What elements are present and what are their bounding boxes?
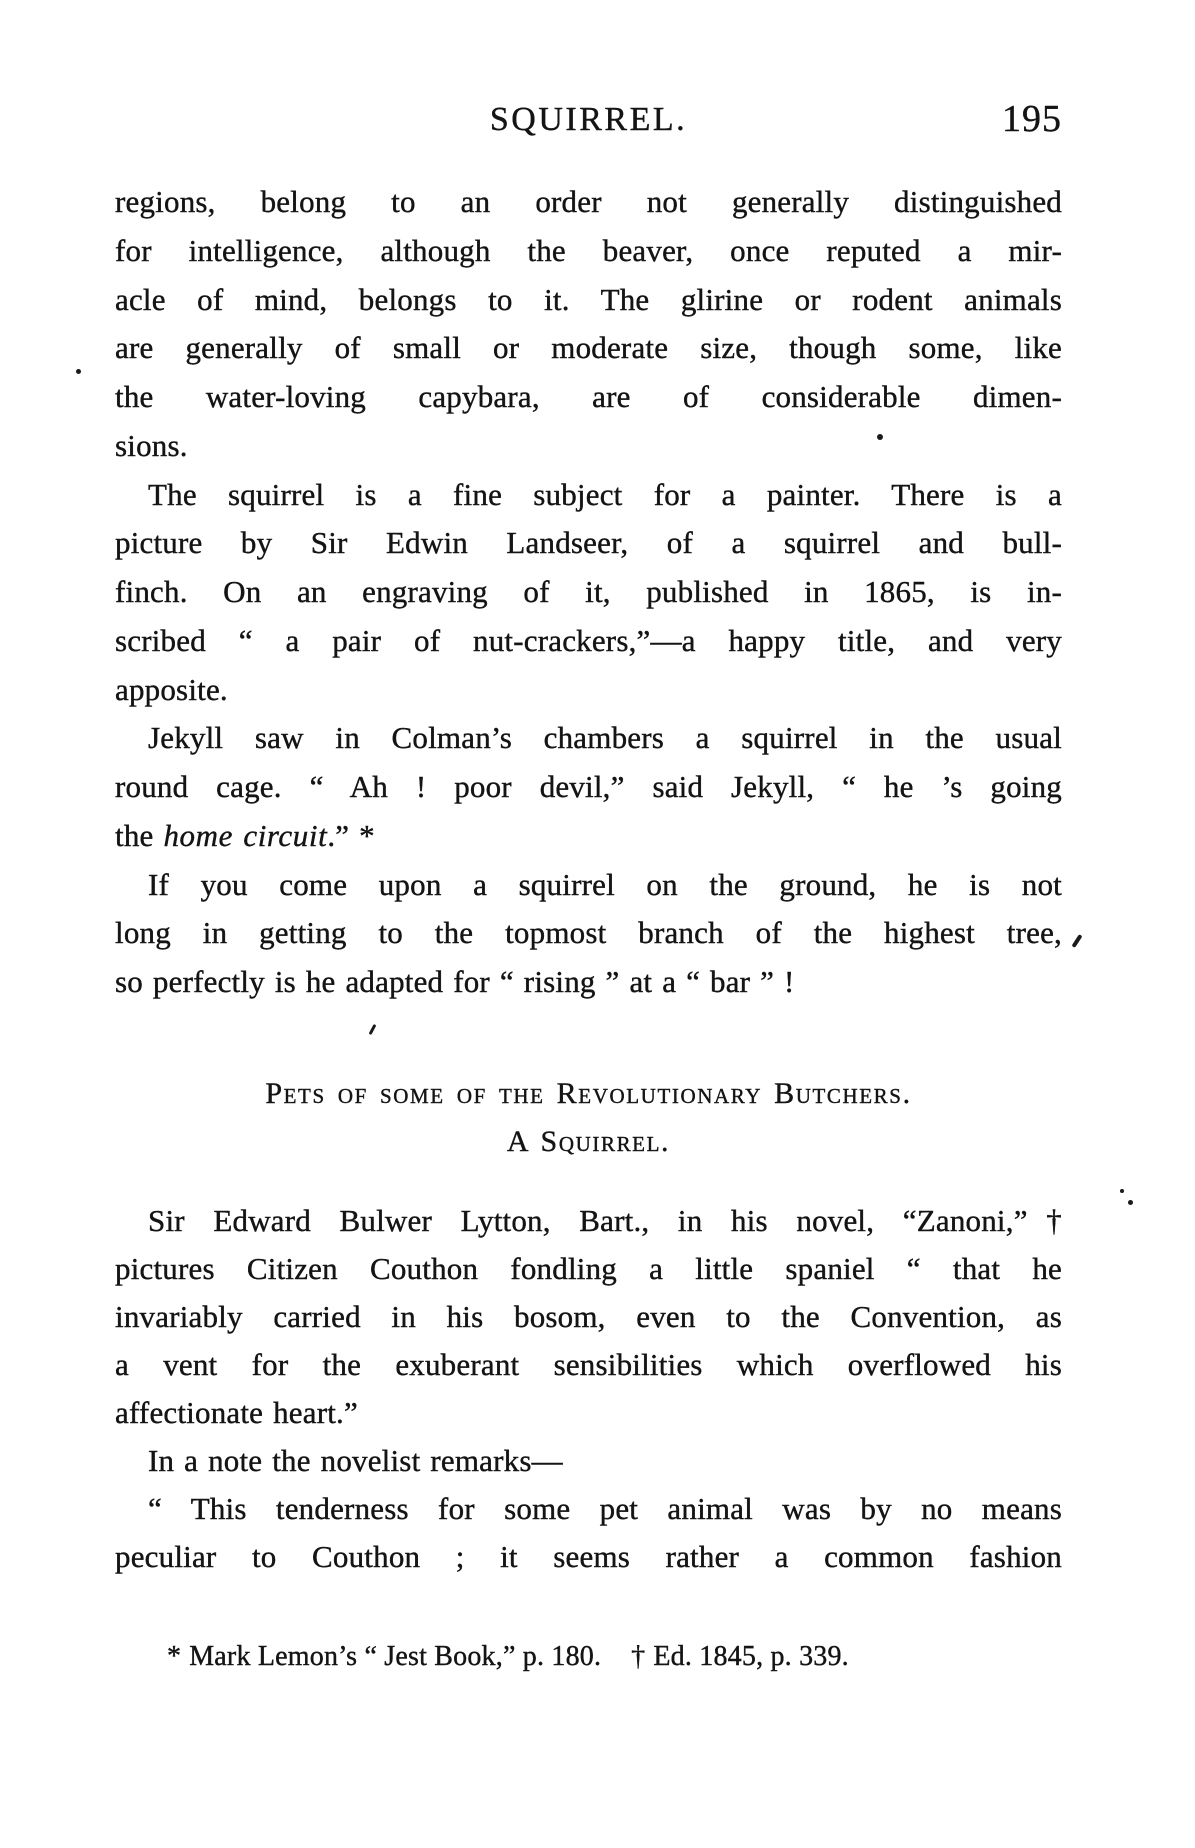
text-line: are generally of small or moderate size, though some, like (115, 330, 1062, 366)
text-line: “ This tenderness for some pet animal was by no means (148, 1491, 1062, 1526)
text-segment: the (115, 817, 164, 853)
text-line: Sir Edward Bulwer Lytton, Bart., in his novel, “Zanoni,”† (148, 1203, 1062, 1238)
text-line: apposite. (115, 671, 228, 707)
text-line (115, 812, 1062, 861)
text-line: acle of mind, belongs to it. The glirine or rodent animals (115, 281, 1062, 317)
scan-artifact-speck (1128, 1200, 1133, 1205)
section-subheading: A Squirrel. (506, 1125, 671, 1158)
italic-phrase: home circuit (163, 817, 328, 853)
text-line: If you come upon a squirrel on the ground, he is not (148, 866, 1062, 902)
section-heading: Pets of some of the Revolutionary Butchers. (265, 1077, 912, 1110)
text-line: sions. (115, 427, 188, 463)
text-line: Jekyll saw in Colman’s chambers a squirrel in the usual (148, 720, 1062, 756)
footnote-text: Mark Lemon’s “ Jest Book,” p. 180. (189, 1641, 602, 1672)
body-text-block-2 (115, 1197, 1062, 1581)
text-line: The squirrel is a fine subject for a painter. There is a (148, 476, 1062, 512)
text-line: a vent for the exuberant sensibilities which overflowed his (115, 1347, 1062, 1382)
text-line: long in getting to the topmost branch of the highest tree, (115, 915, 1062, 951)
scan-artifact-speck (76, 369, 81, 374)
text-line: so perfectly is he adapted for “ rising ” at a “ bar ” ! (115, 964, 795, 999)
footnote (115, 1639, 1062, 1675)
scan-artifact-speck (877, 434, 883, 440)
text-line: scribed “ a pair of nut-crackers,”—a happy title, and very (115, 622, 1062, 658)
footnote-marker-dagger: † (631, 1641, 646, 1672)
text-line: the water-loving capybara, are of considerable dimen- (115, 379, 1062, 414)
section-heading-block (115, 1070, 1062, 1166)
text-line: round cage. “ Ah ! poor devil,” said Jekyll, “ he ’s going (115, 769, 1062, 804)
footnote-marker-asterisk: * (167, 1641, 182, 1672)
text-line: invariably carried in his bosom, even to the Convention, as (115, 1299, 1062, 1334)
scan-artifact-mark (369, 1024, 377, 1035)
scan-artifact-mark (1072, 934, 1083, 948)
text-line: In a note the novelist remarks— (148, 1443, 563, 1478)
text-line: peculiar to Couthon ; it seems rather a common fashion (115, 1539, 1062, 1574)
text-line: affectionate heart.” (115, 1395, 358, 1430)
text-line: for intelligence, although the beaver, once reputed a mir- (115, 232, 1062, 268)
footnote-text: Ed. 1845, p. 339. (653, 1641, 849, 1672)
scan-artifact-speck (1120, 1189, 1124, 1193)
text-line: pictures Citizen Couthon fondling a little spaniel “ that he (115, 1251, 1062, 1286)
text-segment: .” * (327, 817, 375, 853)
text-line: finch. On an engraving of it, published in 1865, is in- (115, 574, 1062, 609)
body-text-block-1 (115, 178, 1062, 1007)
page-number: 195 (1002, 98, 1062, 140)
text-line: regions, belong to an order not generally distinguished (115, 184, 1062, 219)
text-line: picture by Sir Edwin Landseer, of a squirrel and bull- (115, 525, 1062, 561)
page-header (115, 96, 1062, 143)
running-title: SQUIRREL. (489, 101, 688, 138)
